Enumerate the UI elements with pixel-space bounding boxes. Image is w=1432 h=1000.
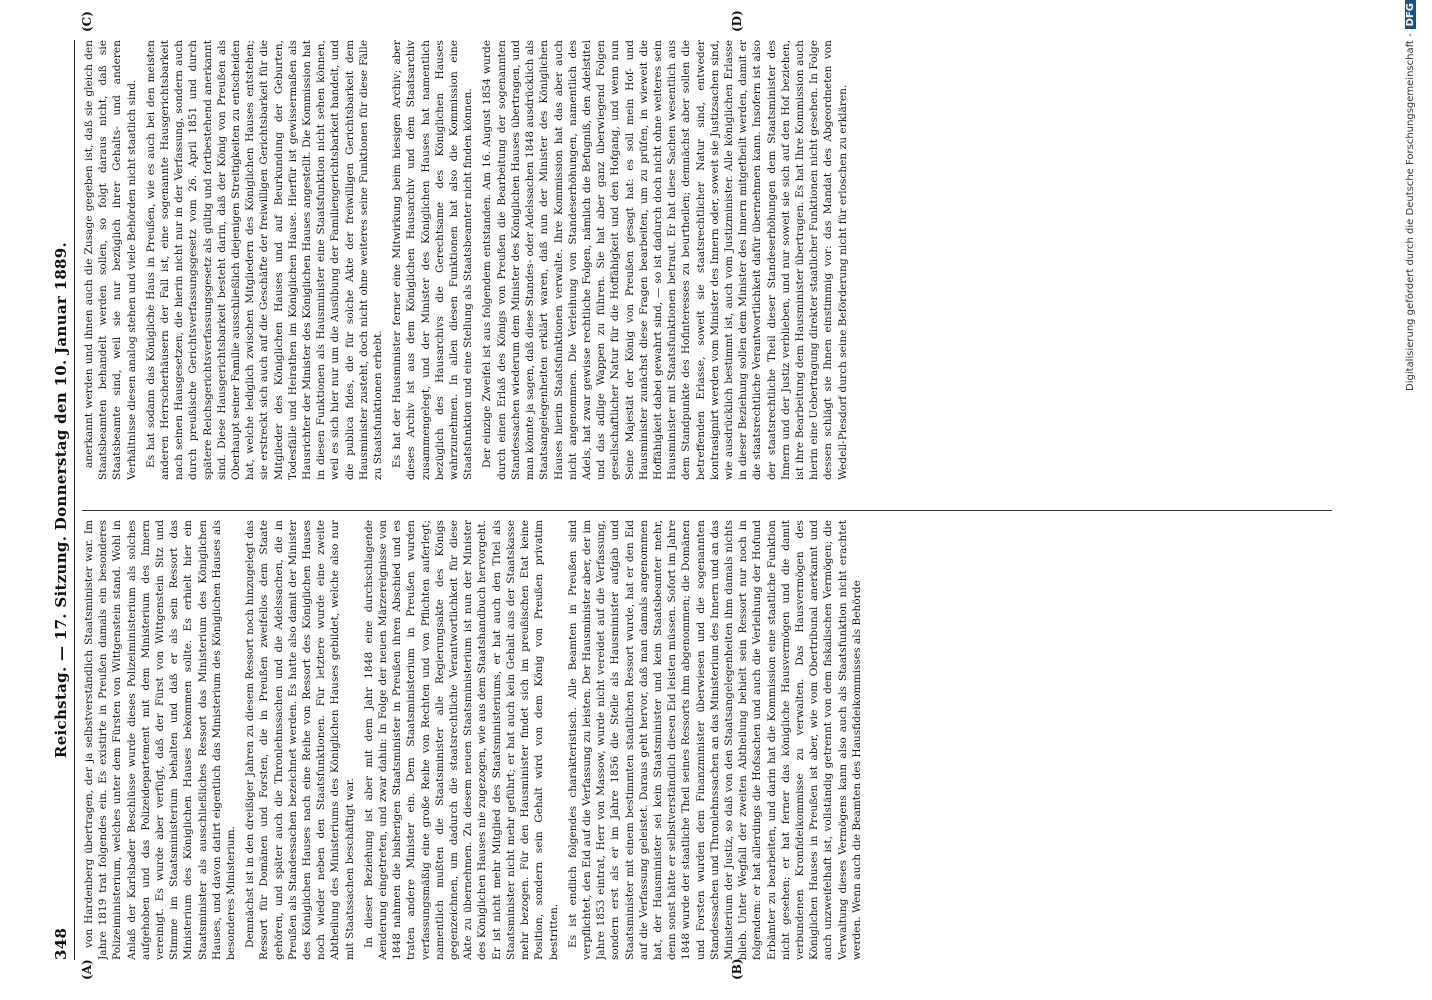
paragraph: In dieser Beziehung ist aber mit dem Jahr 1848 eine durchschlagende Aenderung eingetreten, und zwar dahin: In Folge der neuen Märzereignisse von 1848 nahmen die bisherigen Staatsminister in Preußen ihren Abschied und es traten andere Minister ein. Dem Staatsministerium in Preußen wurden verfassungsmäßig eine große Reihe von Rechten und von Pflichten auferlegt; namentlich mußten die Staatsminister alle Regierungsakte des Königs gegenzeichnen, um dadurch die staatsrechtliche Verantwortlichkeit für diese Akte zu übernehmen. Zu diesem neuen Staatsministerium ist nun der Minister des Königlichen Hauses nie zugezogen, wie aus dem Staatshandbuch hervorgeht. Er ist nicht mehr Mitglied des Staatsministeriums, er hat auch den Titel als Staatsminister nicht mehr geführt; er hat auch kein Gehalt aus der Staatskasse mehr bezogen. Für den Hausminister findet sich im preußischen Etat keine Position, sondern sein Gehalt wird von dem König von Preußen privatim bestritten. <box>362 520 560 960</box>
paragraph: Es hat sodann das Königliche Haus in Preußen, wie es auch bei den meisten anderen Herrscherhäusern der Fall ist, eine sogenannte Hausgerichtsbarkeit nach seinen Hausgesetzen, die hierin nicht nur in der Verfassung, sondern auch durch preußische Gerichtsverfassungsgesetz vom 26. April 1851 und durch spätere Reichsgerichtsverfassungsgesetz als gültig und fortbestehend anerkannt sind. Diese Hausgerichtsbarkeit besteht darin, daß der König von Preußen als Oberhaupt seiner Familie ausschließlich diejenigen Streitigkeiten zu entscheiden hat, welche lediglich zwischen Mitgliedern des Königlichen Hauses entstehen; sie erstreckt sich auch auf die Geschäfte der freiwilligen Gerichtsbarkeit für die Mitglieder des Königlichen Hauses und auf Beurkundung der Geburten, Todesfälle und Heirathen im Königlichen Hause. Hierfür ist gewissermaßen als Hausrichter der Minister des Königlichen Hauses angestellt. Die Kommission hat in diesen Funktionen als Hausminister eine Staatsfunktion nicht sehen können, weil es sich hier nur um die Ausübung der Familiengerichtsbarkeit handelt, und die publica fides, die für solche Akte der freiwilligen Gerichtsbarkeit dem Hausminister zusteht, doch nicht ohne weiteres seine Funktionen für diese Fälle zu Staatsfunktionen erhebt. <box>144 40 385 480</box>
dfg-logo: DFG <box>1405 0 1416 29</box>
right-column <box>82 40 1382 480</box>
page-header <box>52 40 72 960</box>
header-rule <box>74 40 75 960</box>
column-divider <box>82 510 1332 511</box>
paragraph: von Hardenberg übertragen, der ja selbstverständlich Staatsminister war. Im Jahre 1819 trat folgendes ein. Es existirte in Preußen damals ein besonderes Polizeiministerium, welches unter dem Fürsten von Wittgenstein stand. Wohl in Anlaß der Karlsbader Beschlüsse wurde dieses Polizeiministerium als solches aufgehoben und das Polizeidepartement mit dem Ministerium des Innern vereinigt. Es wurde aber verfügt, daß der Fürst von Wittgenstein Sitz und Stimme im Staatsministerium behalten und daß er als sein Ressort das Ministerium des Königlichen Hauses bekommen sollte. Es erhielt hier ein Staatsminister als ausschließliches Ressort das Ministerium des Königlichen Hauses, und davon datirt eigentlich das Ministerium des Königlichen Hauses als besonderes Ministerium. <box>83 520 238 960</box>
paragraph: Es hat der Hausminister ferner eine Mitwirkung beim hiesigen Archiv; aber dieses Archiv ist aus dem Königlichen Hausarchiv und dem Staatsarchiv zusammengelegt, und der Minister des Königlichen Hauses hat namentlich bezüglich des Hausarchivs die Gerechtsame des Königlichen Hauses wahrzunehmen. In allen diesen Funktionen hat also die Kommission eine Staatsfunktion und eine Stellung als Staatsbeamter nicht finden können. <box>391 40 475 480</box>
credit-text: Digitalisierung gefördert durch die Deutsche Forschungsgemeinschaft - <box>1405 33 1416 391</box>
paragraph: Demnächst ist in den dreißiger Jahren zu diesem Ressort noch hinzugelegt das Ressort für Domänen und Forsten, die in Preußen zweifellos dem Staate gehören, und später auch die Thronlehnssachen und die Adelssachen, die in Preußen als Standessachen bezeichnet werden. Es hatte also damit der Minister des Königlichen Hauses nach eine Reihe von Ressort des Königlichen Hauses noch wieder neben den Staatsfunktionen. Für letztere wurde eine zweite Abtheilung des Ministeriums des Königlichen Hauses gebildet, welche also nur mit Staatssachen beschäftigt war. <box>244 520 356 960</box>
running-head: Reichstag. — 17. Sitzung. Donnerstag den 10. Januar 1889. <box>52 241 70 759</box>
page-number: 348 <box>52 927 70 960</box>
margin-mark-a: (A) <box>80 959 94 980</box>
paragraph: Es ist endlich folgendes charakteristisch. Alle Beamten in Preußen sind verpflichtet, den Eid auf die Verfassung zu leisten. Der Hausminister aber, der im Jahre 1853 eintrat, Herr von Massow, wurde nicht vereidet auf die Verfassung, sondern erst als er im Jahre 1856 die Stelle als Hausminister aufgab und Staatsminister mit einem bestimmten staatlichen Ressort wurde, hat er den Eid auf die Verfassung geleistet. Daraus geht hervor, daß man damals angenommen hat, der Hausminister sei kein Staatsminister und kein Staatsbeamter mehr, denn sonst hätte er selbstverständlich diesen Eid leisten müssen. Sofort im Jahre 1848 wurde der staatliche Theil seines Ressorts ihm abgenommen; die Domänen und Forsten wurden dem Finanzminister überwiesen und die sogenannten Standessachen und Thronlehnssachen an das Ministerium des Innern und an das Ministerium der Justiz, so daß von den Staatsangelegenheiten ihm damals nichts blieb. Unter Wegfall der zweiten Abtheilung behielt sein Ressort nur noch in folgendem: er hat allerdings die Hofsachen und auch die Verleihung der Hofund Erbämter zu bearbeiten, und darin hat die Kommission eine staatliche Funktion nicht gesehen; er hat ferner das königliche Hausvermögen und die damit verbundenen Kronfideikommisse zu verwalten. Das Hausvermögen des Königlichen Hauses in Preußen ist aber, wie vom Obertribunal anerkannt und auch unzweifelhaft ist, vollständig getrennt von dem fiskalischen Vermögen; die Verwaltung dieses Vermögens kann also auch als Staatsfunktion nicht erachtet werden. Wenn auch die Beamten des Hausfideikommisses als Behörde <box>566 520 863 960</box>
digitization-credit <box>1405 0 1416 400</box>
margin-mark-d: (D) <box>730 10 744 32</box>
paragraph: Der einzige Zweifel ist aus folgendem entstanden. Am 16. August 1854 wurde durch einen Erlaß des Königs von Preußen die Bearbeitung der sogenannten Standessachen wiederum dem Minister des Königlichen Hauses übertragen, und man könnte ja sagen, daß diese Standes- oder Adelssachen 1848 ausdrücklich als Staatsangelegenheiten erklärt waren, daß nun der Minister des Königlichen Hauses hierin Staatsfunktionen verwalte. Ihre Kommission hat das aber auch nicht angenommen. Die Verleihung von Standeserhöhungen, namentlich des Adels, hat zwar gewisse rechtliche Folgen, nämlich die Befugniß, den Adelstitel und das adlige Wappen zu führen. Sie hat aber ganz überwiegend Folgen gesellschaftlicher Natur für die Hoffähigkeit und den Hofgang, und wenn nun Seine Majestät der König von Preußen gesagt hat: es soll mein Hof- und Hausminister zunächst diese Fragen bearbeiten, um zu prüfen, in wieweit die Hoffähigkeit dabei gewahrt sind, — so ist dadurch doch nicht ohne weiteres sein Hausminister mit Staatsfunktionen betraut. Er hat diese Sachen wesentlich aus dem Standpunkte des Hofinteresses zu beurtheilen; demnächst aber sollen die betreffenden Erlasse, soweit sie staatsrechtlicher Natur sind, entweder kontrasignirt werden vom Minister des Innern oder, soweit sie Justizsachen sind, wie ausdrücklich bestimmt ist, auch vom Justizminister. Alle königlichen Erlasse in dieser Beziehung sollen dem Minister des Innern mitgetheilt werden, damit er die staatsrechtliche Verantwortlichkeit dafür übernehmen kann. Insofern ist also der staatsrechtliche Theil dieser Standeserhöhungen dem Staatsminister des Innern und der Justiz verblieben, und nur soweit sie sich auf den Hof beziehen, ist ihre Bearbeitung dem Hausminister übertragen. Es hat Ihre Kommission auch hierin eine Uebertragung direkter staatlicher Funktionen nicht gesehen. In Folge dessen schlägt sie Ihnen einstimmig vor: das Mandat des Abgeordneten von Wedell-Piesdorf durch seine Beförderung nicht für erloschen zu erklären. <box>481 40 849 480</box>
margin-mark-b: (B) <box>730 958 744 980</box>
paragraph: anerkannt werden und ihnen auch die Zusage gegeben ist, daß sie gleich den Staatsbeamten behandelt werden sollen, so folgt daraus nicht, daß sie Staatsbeamte sind, weil sie nur bezüglich ihrer Gehalts- und anderen Verhältnisse diesen analog stehen und viele Behörden nicht staatlich sind. <box>83 40 138 480</box>
margin-mark-c: (C) <box>80 11 94 32</box>
left-column <box>82 520 1382 960</box>
